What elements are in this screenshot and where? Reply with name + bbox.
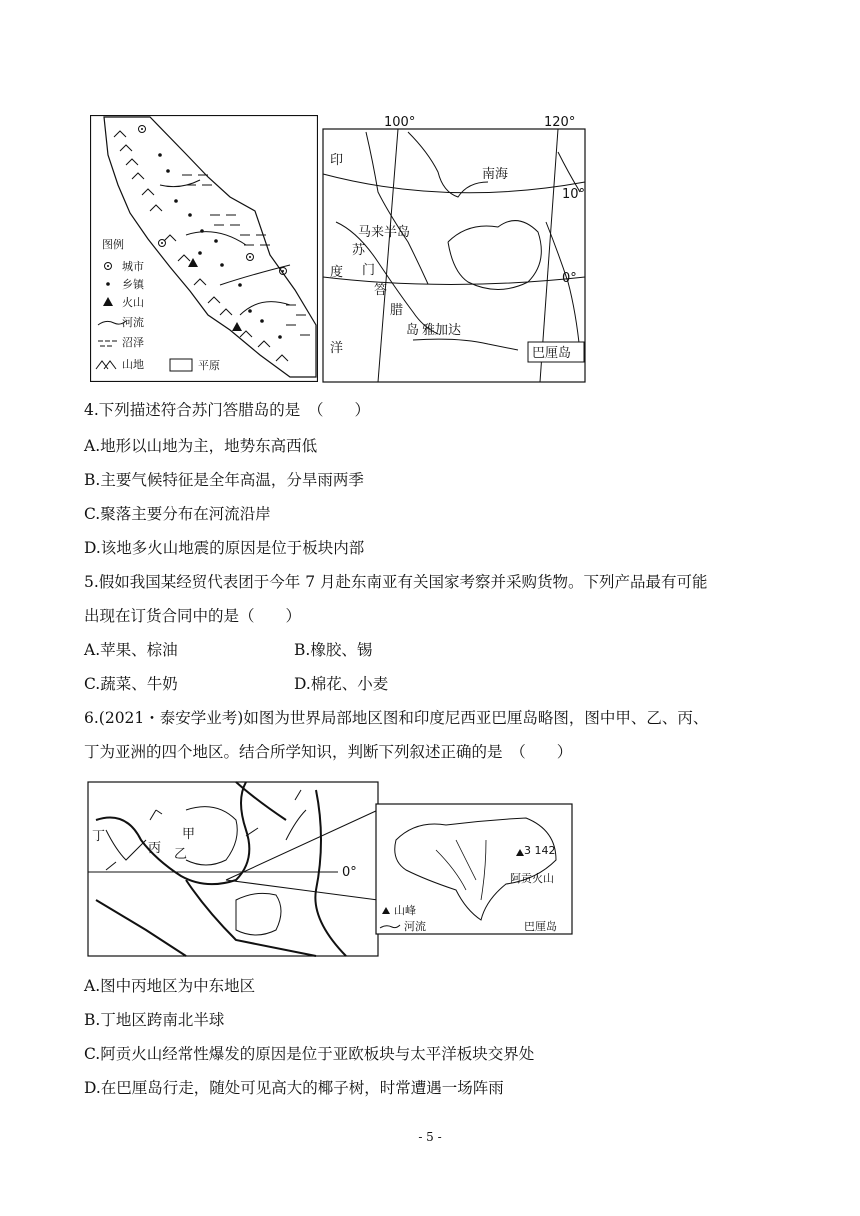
question-6-option-a: A.图中丙地区为中东地区	[84, 977, 256, 995]
lat-10-label: 10°	[562, 187, 586, 202]
question-5-option-b: B.橡胶、锡	[294, 641, 373, 659]
bali-inset-label: 巴厘岛	[524, 920, 557, 933]
question-5-option-c: C.蔬菜、牛奶	[84, 675, 178, 693]
sumatra-char-5: 岛	[406, 323, 420, 338]
page-number: - 5 -	[418, 1130, 442, 1144]
southeast-asia-map	[318, 112, 590, 384]
indian-ocean-char-1: 印	[330, 153, 344, 168]
peak-height-label: 3 142	[524, 844, 556, 857]
indian-ocean-char-3: 洋	[330, 341, 344, 356]
asia-pacific-map	[86, 780, 574, 960]
lon-100-label: 100°	[384, 115, 416, 130]
region-ding-label: 丁	[92, 829, 106, 844]
legend-volcano: 火山	[122, 296, 144, 309]
legend-swamp: 沼泽	[122, 336, 144, 349]
legend-river: 河流	[122, 316, 144, 329]
sumatra-char-2: 门	[362, 263, 376, 278]
lat-0-label: 0°	[562, 271, 577, 286]
question-6-option-b: B.丁地区跨南北半球	[84, 1011, 225, 1029]
town-icon	[106, 282, 110, 286]
indian-ocean-char-2: 度	[330, 265, 344, 280]
question-4-option-a: A.地形以山地为主，地势东高西低	[84, 437, 318, 455]
south-sea-label: 南海	[482, 167, 509, 182]
question-6-stem-line-1: 6.(2021・泰安学业考)如图为世界局部地区图和印度尼西亚巴厘岛略图，图中甲、乙、丙、	[84, 709, 709, 727]
legend-title: 图例	[102, 238, 124, 251]
legend-city: 城市	[122, 260, 144, 273]
agung-volcano-label: 阿贡火山	[510, 872, 554, 885]
question-4-option-d: D.该地多火山地震的原因是位于板块内部	[84, 539, 365, 557]
region-yi-label: 乙	[174, 847, 188, 862]
question-6-option-d: D.在巴厘岛行走，随处可见高大的椰子树，时常遭遇一场阵雨	[84, 1079, 504, 1097]
region-bing-label: 丙	[148, 841, 162, 856]
bali-label: 巴厘岛	[532, 346, 572, 361]
sumatra-char-3: 答	[374, 283, 388, 298]
malay-peninsula-label: 马来半岛	[358, 225, 411, 240]
question-5-stem-line-1: 5.假如我国某经贸代表团于今年 7 月赴东南亚有关国家考察并采购货物。下列产品最有可能	[84, 573, 708, 591]
question-4-option-b: B.主要气候特征是全年高温，分旱雨两季	[84, 471, 364, 489]
question-5-option-d: D.棉花、小麦	[294, 675, 389, 693]
sumatra-char-4: 腊	[390, 303, 404, 318]
legend-town: 乡镇	[122, 278, 144, 291]
question-5-option-a: A.苹果、棕油	[84, 641, 178, 659]
legend-plain: 平原	[198, 359, 220, 372]
jakarta-label: 雅加达	[422, 323, 462, 338]
legend-river-label: 河流	[404, 920, 426, 933]
lon-120-label: 120°	[544, 115, 576, 130]
question-4-stem: 4.下列描述符合苏门答腊岛的是 （ ）	[84, 401, 371, 419]
legend-mountain: 山地	[122, 358, 144, 371]
question-4-option-c: C.聚落主要分布在河流沿岸	[84, 505, 271, 523]
sumatra-char-1: 苏	[352, 243, 366, 258]
sumatra-detail-map	[90, 115, 318, 382]
question-6-stem-line-2: 丁为亚洲的四个地区。结合所学知识，判断下列叙述正确的是 （ ）	[84, 743, 573, 761]
equator-label: 0°	[342, 865, 357, 880]
legend-peak-label: 山峰	[394, 904, 416, 917]
question-6-option-c: C.阿贡火山经常性爆发的原因是位于亚欧板块与太平洋板块交界处	[84, 1045, 535, 1063]
region-jia-label: 甲	[182, 827, 196, 842]
question-5-stem-line-2: 出现在订货合同中的是（ ）	[84, 607, 302, 625]
